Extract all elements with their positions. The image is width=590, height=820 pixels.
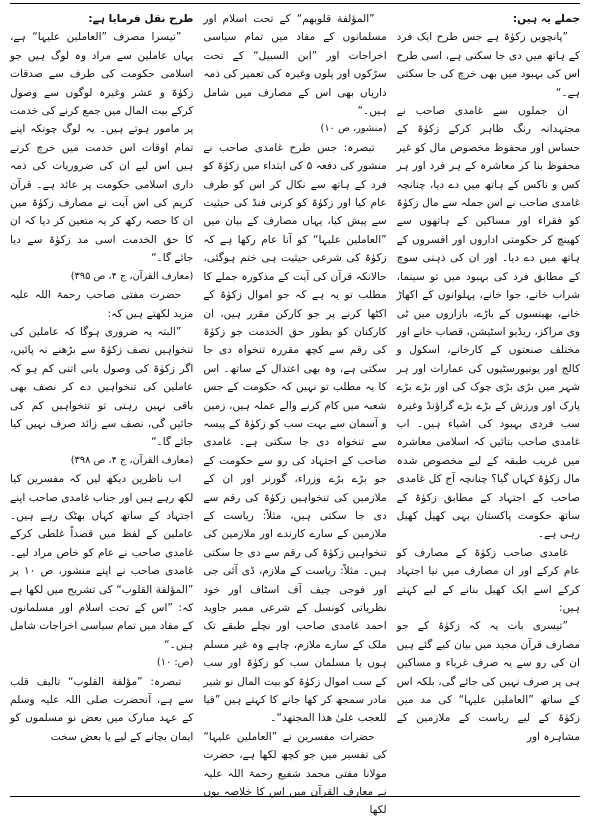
body-paragraph: اب ناظرین دیکھ لیں کہ مفسرین کیا لکھ رہے ہیں اور جناب غامدی صاحب اپنے اجتہاد کے ساتھ کہاں بھٹک رہے ہیں۔ عاملین کے لفظ میں قصداً غلطی کرکے غامدی صاحب نے عام کو خاص مراد لیے۔ غامدی صاحب نے اپنے منشور، ص ۱۰ پر ”المؤلفة القلوب“ کی تشریح میں لکھا ہے کہ: ”اس کے تحت اسلام اور مسلمانوں کے مفاد میں تمام سیاسی اخراجات شامل ہیں۔“ bbox=[10, 473, 194, 651]
column-container bbox=[10, 10, 580, 817]
body-paragraph: حضرات مفسرین نے ”العاملین علیہا“ کی تفسیر میں جو کچھ لکھا ہے، حضرت مولانا مفتی محمد شفیع رحمۃ اللہ علیہ نے معارف القرآن میں اس کا خلاصہ یوں لکھا bbox=[203, 730, 387, 817]
quoted-paragraph: ”تیسرا مصرف ”العاملین علیہا“ ہے، یہاں عاملین سے مراد وہ لوگ ہیں جو اسلامی حکومت کی طرف سے صدقات زکوٰۃ و عشر وغیرہ لوگوں سے وصول کرکے بیت المال میں جمع کرنے کی خدمت پر مامور ہوتے ہیں۔ یہ لوگ چونکہ اپنے تمام اوقات اس خدمت میں خرچ کرتے ہیں اس لیے ان کی ضروریات کی ذمہ داری اسلامی حکومت پر عائد ہے۔ قرآن کریم کی اس آیت نے مصارف زکوٰۃ میں ان کا حصہ رکھ کر یہ متعین کر دیا کہ ان کا حق الخدمت اسی مد زکوٰۃ سے دیا جائے گا۔“ bbox=[10, 31, 194, 265]
body-paragraph: حضرت مفتی صاحب رحمۃ اللہ علیہ مزید لکھتے ہیں کہ: bbox=[10, 289, 194, 320]
body-paragraph: غامدی صاحب زکوٰۃ کے مصارف کو عام کرکے اور ان مصارف میں نیا اجتہاد کرکے اسے ایک کھیل بنانے کے لیے کہتے ہیں: bbox=[396, 546, 580, 614]
quoted-paragraph: ”البتہ یہ ضروری ہوگا کہ عاملین کی تنخواہیں نصف زکوٰۃ سے بڑھنے نہ پائیں، اگر زکوٰۃ کی وصول یابی اتنی کم ہو کہ عاملین کی تنخواہیں دے کر نصف بھی باقی نہیں رہتی تو تنخواہیں کم کی جائیں گی، نصف سے زائد صرف نہیں کیا جائے گا۔“ bbox=[10, 325, 194, 449]
column-heading: جملے یہ ہیں: bbox=[512, 13, 580, 25]
reference-citation: (ص: ۱۰) bbox=[156, 657, 194, 669]
top-rule bbox=[10, 3, 580, 4]
body-paragraph: تبصرہ: ”مؤلفة القلوب“ تالیف قلب سے ہے، آنحضرت صلی اللہ علیہ وسلم کے عہد مبارک میں بعض نو مسلموں کو ایمان بچانے کے لیے یا بعض سخت bbox=[10, 675, 194, 743]
middle-column bbox=[203, 10, 387, 817]
reference-citation: (منشور، ص ۱۰) bbox=[320, 123, 387, 135]
body-paragraph: تبصرہ: جس طرح غامدی صاحب نے منشور کی دفعہ ۵ کی ابتداء میں زکوٰۃ کو فرد کے ہاتھ سے نکال کر اس کو طرف عام کیا اور زکوٰۃ کو کرنی فنڈ کی حیثیت سے پیش کیا، یہاں مصارف کے بیان میں ”العاملین علیہا“ کو آنا عام رکھا ہے کہ زکوٰۃ کی شرعی حیثیت ہی ختم ہوگئی، حالانکہ قرآن کی آیت کے مذکورہ جملے کا مطلب تو یہ ہے کہ جو اموال زکوٰۃ کے اکٹھا کرنے پر جو کارکن مقرر ہیں، ان کارکنان کو بطور حق الخدمت جو زکوٰۃ کی رقم سے کچھ مقررہ تنخواہ دی جا سکتی ہے، وہ بھی اعتدال کے ساتھ۔ اس کا یہ مطلب تو نہیں کہ حکومت کے جس شعبہ میں کام کرنے والے عملہ ہیں، زمین و آسمان سے بہت سب کو زکوٰۃ کے پیسہ سے تنخواہ دی جا سکتی ہے۔ غامدی صاحب کے اجتہاد کی رو سے حکومت کے جو بڑے بڑے وزراء، گورنر اور ان کے ملازمین کی تنخواہیں زکوٰۃ کی رقم سے دی جا سکتی ہیں، مثلاً: ریاست کے ملازمین کے سارے کارندے اور ملازمین کی تنخواہیں زکوٰۃ کی رقم سے دی جا سکتی ہیں۔ مثلاً: ریاست کے ملازم، ڈی آئی جی اور فوجی چیف آف اسٹاف اور خود نظریاتی کونسل کے شرعی ممبر جاوید احمد غامدی صاحب اور نچلے طبقے تک ملک کے سارے ملازم، چاہے وہ غیر مسلم ہوں یا مسلمان سب کو زکوٰۃ اور سب کے سب اموال زکوٰۃ کو بیت المال نو شیر مادر سمجھ کر کھا جانے کا کہتے ہیں ”فیا للعجب علیٰ ھذا المجتھد“۔ bbox=[203, 141, 387, 725]
right-column bbox=[397, 10, 580, 796]
bottom-rule bbox=[10, 796, 580, 797]
reference-citation: (معارف القرآن، ج ۴، ص ۳۹۸) bbox=[70, 454, 194, 466]
body-paragraph: ان جملوں سے غامدی صاحب نے مجتہدانہ رنگ ظاہر کرکے زکوٰۃ کے حساس اور محفوظ مخصوص مال کو غیر محفوظ بنا کر معاشرہ کے ہر فرد اور ہر کس و ناکس کے ہاتھ میں دے دیا، چنانچہ غامدی صاحب نے اس جملہ سے مال زکوٰۃ کو فقراء اور مساکین کے ہاتھوں سے کھینچ کر حکومتی اداروں اور افسروں کے ہاتھ میں دے دیا۔ اور ان کی ذہنی سوچ کے مطابق فرد کی بہبود میں تو سینما، شراب خانے، جوا خانے، پہلوانوں کے اکھاڑ خانے، بھینسوں کے باڑے، بازاروں میں ٹی وی مراکز، ریڈیو اسٹیشن، قصاب خانے اور مختلف صنعتوں کے کارخانے، اسکول و کالج اور یونیورسٹیوں کی عمارات اور ہر شہر میں بڑی بڑی چوک کی اور بڑے بڑے پارک اور ورزش کے بڑے بڑے گراؤنڈ وغیرہ سب فردی بہبود کی اشیاء ہیں۔ اب غامدی صاحب بتائیں کہ اسلامی معاشرہ میں غریب طبقہ کے لیے مخصوص شدہ مال زکوٰۃ کہاں گیا؟ چنانچہ آج کل غامدی صاحب کے اجتہاد کے مطابق زکوٰۃ کے ساتھ حکومت پاکستان یہی کھیل کھیل رہی ہے۔ bbox=[396, 105, 580, 541]
reference-citation: (معارف القرآن، ج ۴، ص ۳۹۵) bbox=[70, 270, 194, 282]
column-heading: طرح نقل فرمایا ہے: bbox=[88, 13, 194, 25]
quoted-paragraph: ”المؤلفة قلوبهم“ کے تحت اسلام اور مسلمانوں کے مفاد میں تمام سیاسی اخراجات اور ”ابن السبیل“ کے تحت سڑکوں اور پلوں وغیرہ کی تعمیر کی ذمہ داریاں بھی اس کے مصارف میں شامل ہیں۔“ bbox=[203, 13, 387, 118]
quoted-paragraph: ”تیسری بات یہ کہ زکوٰۃ کے جو مصارف قرآن مجید میں بیان کیے گئے ہیں ان کی رو سے یہ صرف غرباء و مساکین ہی پر صرف نہیں کی جائے گی، بلکہ اس کے ساتھ ”العاملین علیہا“ کی مد میں زکوٰۃ کے لیے ریاست کے ملازمین کے مشاہرہ اور bbox=[396, 620, 580, 743]
body-paragraph: ”پانچویں زکوٰۃ ہے جس طرح ایک فرد کے ہاتھ میں دی جا سکتی ہے، اسی طرح اس کی بہبود میں بھی خرچ کی جا سکتی ہے۔“ bbox=[396, 31, 580, 99]
left-column bbox=[10, 10, 193, 796]
